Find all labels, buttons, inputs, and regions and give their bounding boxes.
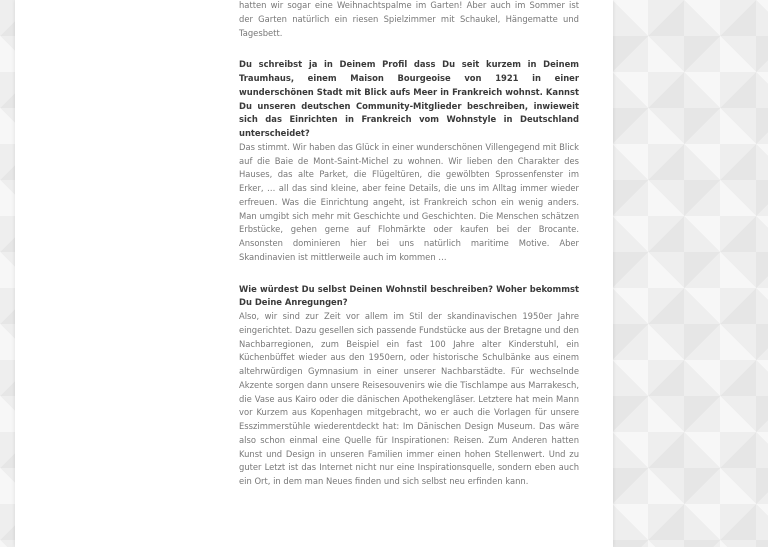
interview-question-1: Du schreibst ja in Deinem Profil dass Du seit kurzem in Deinem Traumhaus, einem Maison Bourgeoise von 1921 in einer wunderschönen Stadt mit Blick aufs Meer in Frankreich wohnst. Kannst Du unseren deutschen Community-Mitglieder beschreiben, inwieweit sich das Einrichten in Frankreich vom Wohnstyle in Deutschland unterscheidet?	[239, 59, 579, 138]
paragraph-spacer	[239, 40, 579, 58]
interview-answer-1: Das stimmt. Wir haben das Glück in einer wunderschönen Villengegend mit Blick auf die Baie de Mont-Saint-Michel zu wohnen. Wir lieben den Charakter des Hauses, das alte Parket, die Flügeltüren, die gewölbten Sprossenfenster im Erker, … all das sind kleine, aber feine Details, die uns im Alltag immer wieder erfreuen. Was die Einrichtung angeht, ist Frankreich schon ein wenig anders. Man umgibt sich mehr mit Geschichte und Geschichten. Die Menschen schätzen Erbstücke, gehen gerne auf Flohmärkte oder kaufen bei der Brocante. Ansonsten dominieren hier bei uns natürlich maritime Motive. Aber Skandinavien ist mittlerweile auch im kommen …	[239, 141, 579, 262]
interview-question-2: Wie würdest Du selbst Deinen Wohnstil beschreiben? Woher bekommst Du Deine Anregungen?	[239, 283, 579, 308]
paragraph-spacer	[239, 265, 579, 283]
content-card	[15, 0, 613, 547]
interview-answer-2: Also, wir sind zur Zeit vor allem im Stil der skandinavischen 1950er Jahre eingerichtet. Dazu gesellen sich passende Fundstücke aus der Bretagne und den Nachbarregionen, zum Beispiel ein fast 100 Jahre alter Kinderstuhl, ein Küchenbüffet wieder aus den 1950ern, oder historische Schulbänke aus einem altehrwürdigen Gymnasium in einer unserer Nachbarstädte. Für wechselnde Akzente sorgen dann unsere Reisesouvenirs wie die Tischlampe aus Marrakesch, die Vase aus Kairo oder die dänischen Apothekengläser. Letztere hat mein Mann vor Kurzem aus Kopenhagen mitgebracht, wo er auch die Vorlagen für unsere Esszimmerstühle wiederentdeckt hat: Im Dänischen Design Museum. Das wäre also schon einmal eine Quelle für Inspirationen: Reisen. Zum Anderen hatten Kunst und Design in unseren Familien immer einen hohen Stellenwert. Und zu guter Letzt ist das Internet nicht nur eine Inspirationsquelle, sondern eben auch ein Ort, in dem man Neues finden und sich selbst neu erfinden kann.	[239, 311, 579, 486]
interview-article	[239, 0, 579, 489]
intro-paragraph-tail: hatten wir sogar eine Weihnachtspalme im Garten! Aber auch im Sommer ist der Garten natürlich ein riesen Spielzimmer mit Schaukel, Hängematte und Tagesbett.	[239, 0, 579, 38]
